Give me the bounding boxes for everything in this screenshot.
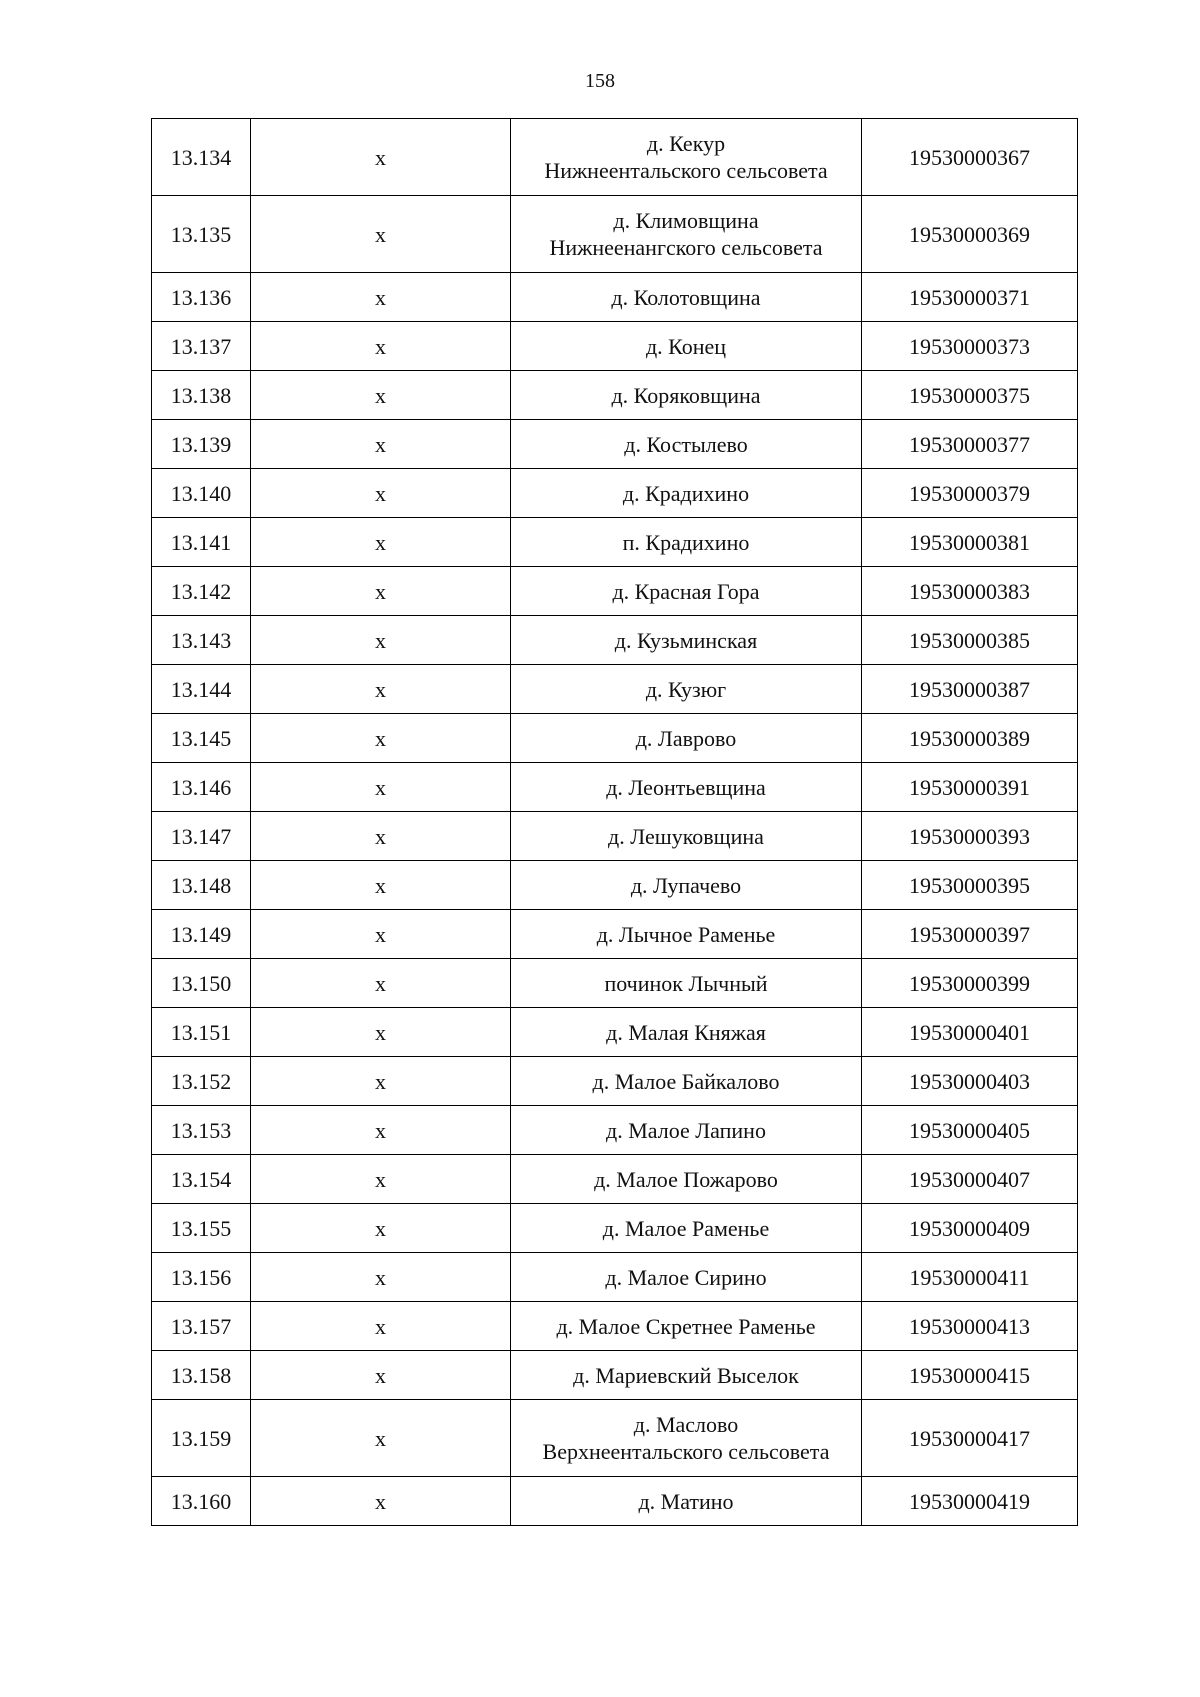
table-row	[152, 322, 1078, 371]
row-number-cell: 13.140	[152, 469, 251, 518]
row-number-cell: 13.158	[152, 1351, 251, 1400]
row-number-cell: 13.153	[152, 1106, 251, 1155]
row-mark-cell: х	[251, 763, 511, 812]
settlement-name-line: д. Малое Лапино	[606, 1117, 766, 1143]
settlement-name-cell	[511, 1057, 862, 1106]
settlement-name-cell	[511, 371, 862, 420]
table-row	[152, 196, 1078, 273]
table-row	[152, 763, 1078, 812]
settlement-code-cell: 19530000367	[862, 119, 1078, 196]
settlement-code-cell: 19530000393	[862, 812, 1078, 861]
settlement-name-cell	[511, 910, 862, 959]
settlement-code-cell: 19530000369	[862, 196, 1078, 273]
settlement-code-cell: 19530000399	[862, 959, 1078, 1008]
row-mark-cell: х	[251, 196, 511, 273]
table-row	[152, 420, 1078, 469]
row-mark-cell: х	[251, 371, 511, 420]
row-number-cell: 13.150	[152, 959, 251, 1008]
row-number-cell: 13.159	[152, 1400, 251, 1477]
settlement-name-cell	[511, 119, 862, 196]
settlement-code-cell: 19530000409	[862, 1204, 1078, 1253]
settlement-name-cell	[511, 1253, 862, 1302]
settlement-name-line: д. Малое Скретнее Раменье	[556, 1313, 816, 1339]
row-number-cell: 13.141	[152, 518, 251, 567]
table-row	[152, 861, 1078, 910]
row-number-cell: 13.154	[152, 1155, 251, 1204]
settlement-name-cell	[511, 273, 862, 322]
settlement-name-cell	[511, 469, 862, 518]
settlement-name-line: д. Малое Пожарово	[594, 1166, 778, 1192]
row-number-cell: 13.142	[152, 567, 251, 616]
settlement-name-cell	[511, 959, 862, 1008]
table-row	[152, 1400, 1078, 1477]
settlement-name-line: д. Матино	[638, 1488, 734, 1514]
settlement-name-cell	[511, 567, 862, 616]
row-mark-cell: х	[251, 1106, 511, 1155]
row-number-cell: 13.134	[152, 119, 251, 196]
row-mark-cell: х	[251, 861, 511, 910]
settlement-code-cell: 19530000375	[862, 371, 1078, 420]
settlement-name-line: д. Лешуковщина	[608, 823, 764, 849]
row-number-cell: 13.143	[152, 616, 251, 665]
settlement-name-line: д. Малая Княжая	[606, 1019, 766, 1045]
row-number-cell: 13.136	[152, 273, 251, 322]
settlement-code-cell: 19530000415	[862, 1351, 1078, 1400]
table-row	[152, 518, 1078, 567]
table-row	[152, 567, 1078, 616]
settlement-name-cell	[511, 763, 862, 812]
row-mark-cell: х	[251, 1400, 511, 1477]
settlement-name-line: д. Кекур	[646, 131, 726, 156]
settlement-name-line: д. Маслово	[633, 1412, 739, 1437]
settlement-code-cell: 19530000387	[862, 665, 1078, 714]
row-mark-cell: х	[251, 665, 511, 714]
settlement-code-cell: 19530000371	[862, 273, 1078, 322]
settlement-name-line: д. Климовщина	[613, 208, 759, 233]
settlement-code-cell: 19530000397	[862, 910, 1078, 959]
table-row	[152, 812, 1078, 861]
settlement-name-line: д. Малое Раменье	[602, 1215, 770, 1241]
settlement-name-cell	[511, 322, 862, 371]
settlement-name-cell	[511, 616, 862, 665]
settlement-code-cell: 19530000381	[862, 518, 1078, 567]
row-mark-cell: х	[251, 910, 511, 959]
row-number-cell: 13.135	[152, 196, 251, 273]
row-mark-cell: х	[251, 420, 511, 469]
row-mark-cell: х	[251, 119, 511, 196]
row-mark-cell: х	[251, 1302, 511, 1351]
settlement-code-cell: 19530000419	[862, 1477, 1078, 1526]
row-number-cell: 13.147	[152, 812, 251, 861]
settlement-code-cell: 19530000379	[862, 469, 1078, 518]
row-number-cell: 13.146	[152, 763, 251, 812]
page-number: 158	[585, 70, 615, 92]
table-row	[152, 1302, 1078, 1351]
table-row	[152, 371, 1078, 420]
settlement-name-cell	[511, 1155, 862, 1204]
settlement-name-line: д. Конец	[645, 333, 727, 359]
row-mark-cell: х	[251, 1253, 511, 1302]
row-mark-cell: х	[251, 616, 511, 665]
table-body	[152, 119, 1078, 1526]
settlement-name-line: д. Лаврово	[635, 725, 737, 751]
settlement-name-cell	[511, 812, 862, 861]
settlement-name-line: д. Красная Гора	[612, 578, 760, 604]
settlement-name-line: д. Колотовщина	[611, 284, 761, 310]
row-number-cell: 13.151	[152, 1008, 251, 1057]
row-mark-cell: х	[251, 518, 511, 567]
table-row	[152, 1351, 1078, 1400]
settlement-code-cell: 19530000377	[862, 420, 1078, 469]
row-number-cell: 13.139	[152, 420, 251, 469]
settlement-name-cell	[511, 665, 862, 714]
row-number-cell: 13.138	[152, 371, 251, 420]
settlement-name-line: д. Коряковщина	[611, 382, 761, 408]
table-row	[152, 1477, 1078, 1526]
settlement-name-cell	[511, 1204, 862, 1253]
row-number-cell: 13.144	[152, 665, 251, 714]
table-row	[152, 665, 1078, 714]
settlement-code-cell: 19530000407	[862, 1155, 1078, 1204]
table-row	[152, 714, 1078, 763]
settlement-code-cell: 19530000373	[862, 322, 1078, 371]
settlement-code-cell: 19530000401	[862, 1008, 1078, 1057]
row-number-cell: 13.152	[152, 1057, 251, 1106]
settlement-code-cell: 19530000391	[862, 763, 1078, 812]
table-row	[152, 1204, 1078, 1253]
row-mark-cell: х	[251, 567, 511, 616]
settlement-code-cell: 19530000389	[862, 714, 1078, 763]
settlement-name-cell	[511, 1400, 862, 1477]
row-mark-cell: х	[251, 1477, 511, 1526]
table-row	[152, 119, 1078, 196]
table-row	[152, 1155, 1078, 1204]
settlement-code-cell: 19530000417	[862, 1400, 1078, 1477]
settlement-name-cell	[511, 1302, 862, 1351]
table-row	[152, 469, 1078, 518]
row-mark-cell: х	[251, 469, 511, 518]
row-number-cell: 13.148	[152, 861, 251, 910]
settlement-code-cell: 19530000385	[862, 616, 1078, 665]
settlement-code-cell: 19530000383	[862, 567, 1078, 616]
settlement-name-cell	[511, 420, 862, 469]
row-mark-cell: х	[251, 812, 511, 861]
row-number-cell: 13.137	[152, 322, 251, 371]
table-row	[152, 273, 1078, 322]
settlement-name-line: д. Леонтьевщина	[606, 774, 766, 800]
table-row	[152, 1057, 1078, 1106]
settlement-name-line: д. Костылево	[624, 431, 748, 457]
table-row	[152, 910, 1078, 959]
settlement-name-cell	[511, 1477, 862, 1526]
settlement-name-line: Верхнеентальского сельсовета	[542, 1439, 830, 1464]
row-number-cell: 13.155	[152, 1204, 251, 1253]
settlement-name-line: Нижнеентальского сельсовета	[544, 158, 828, 183]
settlement-name-line: д. Кузюг	[645, 676, 727, 702]
row-number-cell: 13.156	[152, 1253, 251, 1302]
row-mark-cell: х	[251, 1204, 511, 1253]
settlement-code-cell: 19530000395	[862, 861, 1078, 910]
row-mark-cell: х	[251, 714, 511, 763]
settlement-name-cell	[511, 196, 862, 273]
settlement-name-line: д. Мариевский Выселок	[573, 1362, 799, 1388]
settlement-code-cell: 19530000403	[862, 1057, 1078, 1106]
settlement-name-cell	[511, 518, 862, 567]
table-row	[152, 616, 1078, 665]
settlement-name-line: Нижнеенангского сельсовета	[549, 235, 823, 260]
settlement-name-cell	[511, 1008, 862, 1057]
settlement-code-cell: 19530000411	[862, 1253, 1078, 1302]
settlement-name-line: д. Крадихино	[622, 480, 750, 506]
settlement-name-line: д. Малое Байкалово	[592, 1068, 780, 1094]
table-row	[152, 1008, 1078, 1057]
row-number-cell: 13.149	[152, 910, 251, 959]
row-mark-cell: х	[251, 959, 511, 1008]
settlement-code-cell: 19530000405	[862, 1106, 1078, 1155]
settlement-name-cell	[511, 1106, 862, 1155]
settlement-name-cell	[511, 714, 862, 763]
row-number-cell: 13.157	[152, 1302, 251, 1351]
row-number-cell: 13.160	[152, 1477, 251, 1526]
row-mark-cell: х	[251, 273, 511, 322]
settlement-name-line: д. Лычное Раменье	[596, 921, 776, 947]
row-mark-cell: х	[251, 1351, 511, 1400]
row-mark-cell: х	[251, 1057, 511, 1106]
settlement-name-line: починок Лычный	[604, 970, 768, 996]
settlement-name-line: п. Крадихино	[622, 529, 750, 555]
table-row	[152, 1106, 1078, 1155]
settlement-name-line: д. Малое Сирино	[605, 1264, 767, 1290]
row-mark-cell: х	[251, 1008, 511, 1057]
table-row	[152, 959, 1078, 1008]
settlement-name-cell	[511, 861, 862, 910]
row-number-cell: 13.145	[152, 714, 251, 763]
settlement-name-cell	[511, 1351, 862, 1400]
row-mark-cell: х	[251, 322, 511, 371]
row-mark-cell: х	[251, 1155, 511, 1204]
settlement-name-line: д. Кузьминская	[614, 627, 758, 653]
settlement-code-cell: 19530000413	[862, 1302, 1078, 1351]
table-row	[152, 1253, 1078, 1302]
settlement-name-line: д. Лупачево	[630, 872, 742, 898]
settlements-table	[151, 118, 1078, 1526]
